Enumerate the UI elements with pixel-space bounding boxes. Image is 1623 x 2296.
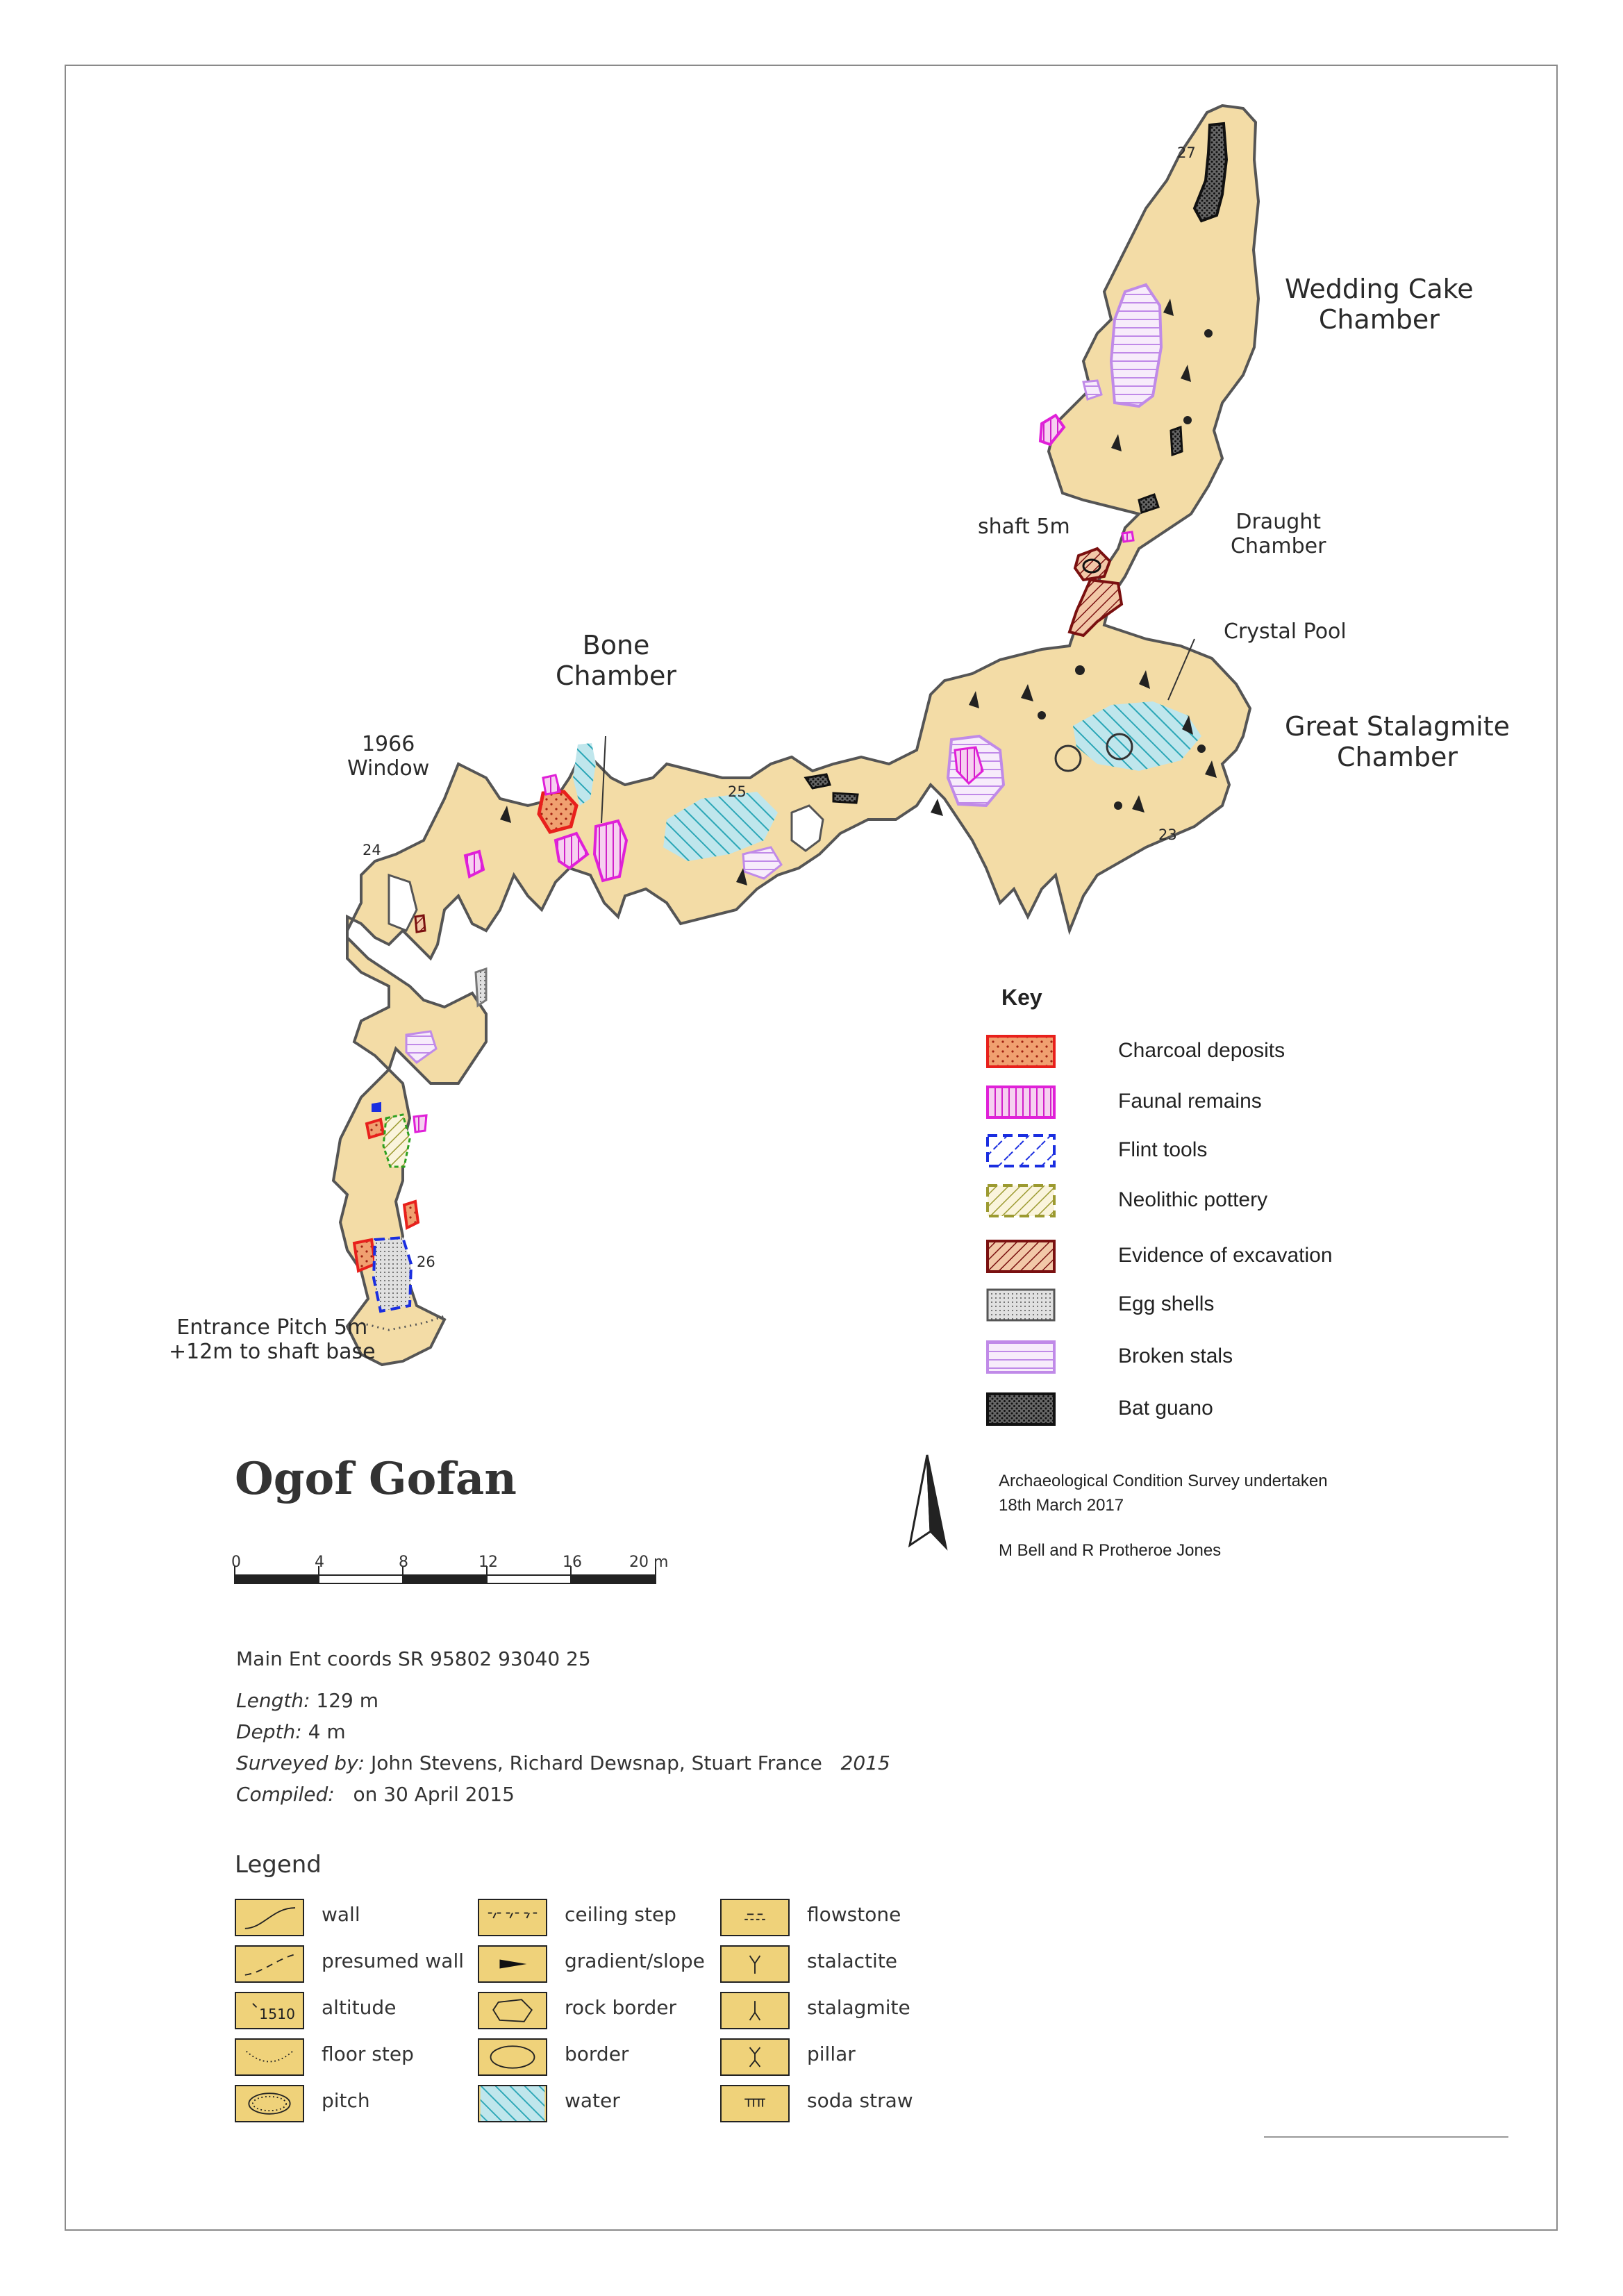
charcoal-area	[404, 1201, 418, 1228]
broken-stals-area	[1083, 381, 1101, 399]
surveyed-value: John Stevens, Richard Dewsnap, Stuart France	[370, 1752, 822, 1774]
legend-label: pitch	[322, 2089, 370, 2112]
key-title: Key	[1001, 985, 1042, 1010]
excavation-area	[415, 915, 425, 932]
legend-label: ceiling step	[565, 1903, 676, 1926]
rock-border-icon	[478, 1992, 547, 2029]
window-label: 1966 Window	[347, 732, 430, 781]
border-icon	[478, 2038, 547, 2076]
legend-label: altitude	[322, 1996, 397, 2019]
scale-tick-label: 0	[231, 1554, 241, 1571]
egg-shells-swatch-icon	[986, 1288, 1056, 1322]
pillar-icon	[720, 2038, 790, 2076]
scale-tick-label: 20 m	[629, 1554, 669, 1571]
legend-label: gradient/slope	[565, 1949, 705, 1972]
key-label: Flint tools	[1118, 1138, 1208, 1161]
ceiling-step-icon	[478, 1899, 547, 1936]
wedding-cake-chamber-label: Wedding Cake Chamber	[1285, 274, 1474, 335]
bat-guano-area	[833, 793, 858, 803]
entrance-coords: Main Ent coords SR 95802 93040 25	[236, 1647, 591, 1670]
legend-label: rock border	[565, 1996, 676, 2019]
scale-tick-label: 8	[399, 1554, 408, 1571]
legend-label: flowstone	[807, 1903, 901, 1926]
charcoal-area	[367, 1120, 383, 1138]
altitude-icon	[235, 1992, 304, 2029]
credit-line: 18th March 2017	[999, 1495, 1124, 1515]
legend-label: floor step	[322, 2043, 414, 2065]
key-label: Bat guano	[1118, 1397, 1213, 1420]
bat-guano-area	[1171, 427, 1182, 455]
station-number: 27	[1177, 144, 1196, 161]
legend-label: water	[565, 2089, 620, 2112]
depth-label: Depth:	[236, 1720, 302, 1743]
gradient-slope-icon	[478, 1945, 547, 1983]
water-icon	[478, 2085, 547, 2122]
legend-label: wall	[322, 1903, 360, 1926]
legend-label: stalactite	[807, 1949, 898, 1972]
key-label: Egg shells	[1118, 1292, 1215, 1315]
faunal-remains-area	[1122, 532, 1133, 542]
charcoal-area	[354, 1240, 375, 1271]
crystal-pool-label: Crystal Pool	[1224, 619, 1347, 644]
station-number: 25	[728, 783, 747, 800]
excavation-area	[1075, 549, 1110, 580]
bat-guano-swatch-icon	[986, 1392, 1056, 1426]
bone-chamber-label: Bone Chamber	[556, 630, 677, 691]
faunal-remains-area	[543, 775, 560, 795]
faunal-remains-area	[594, 821, 626, 881]
egg-shells-area	[476, 969, 486, 1006]
floor-step-icon	[235, 2038, 304, 2076]
legend-label: border	[565, 2043, 629, 2065]
great-stalagmite-chamber-label: Great Stalagmite Chamber	[1285, 711, 1510, 772]
altitude-sample: 1510	[259, 2006, 296, 2023]
depth-value: 4 m	[308, 1720, 346, 1743]
key-label: Charcoal deposits	[1118, 1039, 1285, 1062]
station-number: 24	[363, 842, 381, 858]
compiled-value: on 30 April 2015	[353, 1783, 515, 1806]
faunal-swatch-icon	[986, 1085, 1056, 1119]
scale-tick-label: 4	[315, 1554, 324, 1571]
flint-tools-area	[372, 1103, 381, 1111]
key-label: Faunal remains	[1118, 1090, 1262, 1113]
stalagmite-icon	[720, 1992, 790, 2029]
scale-tick-label: 12	[478, 1554, 498, 1571]
credit-line: M Bell and R Protheroe Jones	[999, 1540, 1222, 1560]
flowstone-icon	[720, 1899, 790, 1936]
soda-straw-icon	[720, 2085, 790, 2122]
surveyed-label: Surveyed by:	[236, 1752, 365, 1774]
credit-line: Archaeological Condition Survey undertaken	[999, 1472, 1328, 1490]
length-label: Length:	[236, 1689, 310, 1712]
key-label: Broken stals	[1118, 1345, 1233, 1367]
legend-label: soda straw	[807, 2089, 913, 2112]
north-arrow	[910, 1455, 946, 1547]
legend-label: stalagmite	[807, 1996, 910, 2019]
length-info	[236, 1689, 378, 1712]
excavation-swatch-icon	[986, 1240, 1056, 1273]
surveyed-year: 2015	[840, 1752, 890, 1774]
scale-bar	[235, 1566, 656, 1583]
stalactite-icon	[720, 1945, 790, 1983]
entrance-pitch-label: Entrance Pitch 5m +12m to shaft base	[169, 1315, 376, 1364]
faunal-remains-area	[414, 1115, 426, 1132]
scale-tick-label: 16	[563, 1554, 582, 1571]
shaft-label: shaft 5m	[978, 515, 1070, 539]
compiled-info	[236, 1783, 515, 1806]
legend-label: presumed wall	[322, 1949, 465, 1972]
signature-line	[1264, 2136, 1508, 2138]
survey-title: Ogof Gofan	[235, 1453, 517, 1505]
survey-credit	[999, 1470, 1328, 1563]
charcoal-area	[539, 792, 576, 832]
charcoal-swatch-icon	[986, 1035, 1056, 1068]
station-number: 26	[417, 1254, 435, 1270]
key-label: Neolithic pottery	[1118, 1188, 1268, 1211]
length-value: 129 m	[316, 1689, 379, 1712]
legend-title: Legend	[235, 1851, 322, 1879]
pottery-swatch-icon	[986, 1184, 1056, 1217]
surveyed-info	[236, 1752, 890, 1774]
presumed-wall-icon	[235, 1945, 304, 1983]
wall-icon	[235, 1899, 304, 1936]
depth-info	[236, 1720, 346, 1743]
pitch-icon	[235, 2085, 304, 2122]
broken-stals-swatch-icon	[986, 1340, 1056, 1374]
flint-swatch-icon	[986, 1134, 1056, 1167]
key-label: Evidence of excavation	[1118, 1244, 1333, 1267]
draught-chamber-label: Draught Chamber	[1231, 510, 1326, 558]
compiled-label: Compiled:	[236, 1783, 335, 1806]
flint-tools-area	[374, 1238, 411, 1311]
legend-label: pillar	[807, 2043, 856, 2065]
station-number: 23	[1158, 826, 1177, 843]
